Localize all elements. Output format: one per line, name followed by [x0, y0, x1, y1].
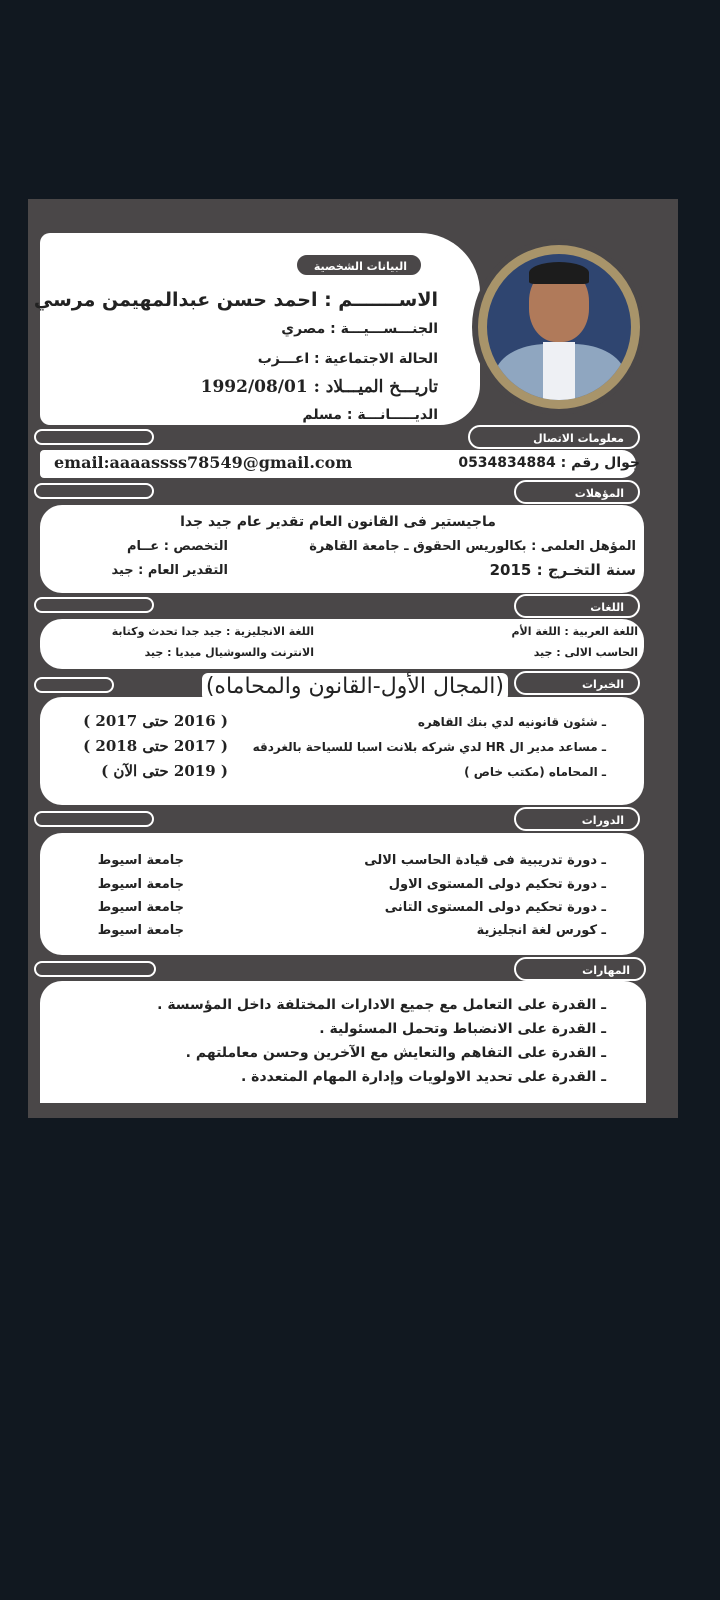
english-field: اللغة الانجليزية : جيد جدا تحدث وكتابة [111, 625, 314, 638]
job-title: ـ مساعد مدير ال HR لدي شركه بلانت اسبا للسياحة بالغردقه [252, 740, 606, 754]
name-field: الاســـــــم : احمد حسن عبدالمهيمن مرسي [33, 289, 438, 311]
job-period: ( 2016 حتى 2017 ) [83, 712, 228, 730]
decor-bar [34, 483, 154, 499]
degree-field: المؤهل العلمى : بكالوريس الحقوق ـ جامعة القاهرة [309, 539, 636, 554]
job-period: ( 2017 حتى 2018 ) [83, 737, 228, 755]
internet-field: الانترنت والسوشيال ميديا : جيد [144, 646, 314, 659]
decor-bar [34, 961, 156, 977]
course-place: جامعة اسيوط [97, 923, 184, 938]
course-name: ـ دورة تحكيم دولى المستوى الاول [388, 877, 606, 892]
experience-heading: الخبرات [514, 671, 640, 695]
skill-item: ـ القدرة على الانضباط وتحمل المسئولية . [319, 1021, 606, 1037]
email-field: email:aaaassss78549@gmail.com [54, 453, 353, 472]
course-place: جامعة اسيوط [97, 900, 184, 915]
specialty-field: التخصص : عــام [127, 539, 228, 554]
experience-field-title: (المجال الأول-القانون والمحاماه) [202, 673, 508, 701]
religion-field: الديـــــانـــة : مسلم [302, 407, 438, 423]
phone-field: جوال رقم : 0534834884 [458, 455, 640, 471]
course-name: ـ دورة تدريبية فى قيادة الحاسب الالى [364, 853, 606, 868]
computer-field: الحاسب الالى : جيد [533, 646, 638, 659]
course-place: جامعة اسيوط [97, 877, 184, 892]
job-title: ـ شئون قانونيه لدي بنك القاهره [417, 715, 606, 729]
skills-heading: المهارات والقدرات [514, 957, 646, 981]
marital-field: الحالة الاجتماعية : اعـــزب [257, 351, 438, 367]
decor-bar [34, 811, 154, 827]
skill-item: ـ القدرة على التفاهم والتعايش مع الآخرين وحسن معاملتهم . [185, 1045, 606, 1061]
birth-field: تاريـــخ الميـــلاد : 1992/08/01 [200, 377, 438, 397]
arabic-field: اللغة العربية : اللغة الأم [511, 625, 638, 638]
decor-bar [34, 677, 114, 693]
grad-year-field: سنة التخـرج : 2015 [489, 561, 636, 579]
qualification-title: ماجيستير فى القانون العام تقدير عام جيد جدا [180, 514, 496, 530]
job-period: ( 2019 حتى الآن ) [101, 762, 228, 780]
courses-heading: الدورات [514, 807, 640, 831]
decor-bar [34, 429, 154, 445]
cv-image [28, 199, 678, 1118]
grade-field: التقدير العام : جيد [111, 563, 228, 578]
languages-heading: اللغات [514, 594, 640, 618]
profile-photo [478, 245, 640, 409]
skill-item: ـ القدرة على التعامل مع جميع الادارات المختلفة داخل المؤسسة . [157, 997, 606, 1013]
course-place: جامعة اسيوط [97, 853, 184, 868]
decor-bar [34, 597, 154, 613]
nationality-field: الجنـــســـيـــة : مصري [281, 321, 438, 337]
contact-heading: معلومات الاتصال [468, 425, 640, 449]
course-name: ـ دورة تحكيم دولى المستوى التانى [384, 900, 606, 915]
qualifications-heading: المؤهلات [514, 480, 640, 504]
personal-heading: البيانات الشخصية [295, 253, 423, 277]
skill-item: ـ القدرة على تحديد الاولويات وإدارة المهام المتعددة . [240, 1069, 606, 1085]
course-name: ـ كورس لغة انجليزية [476, 923, 606, 938]
job-title: ـ المحاماه (مكتب خاص ) [464, 765, 606, 779]
